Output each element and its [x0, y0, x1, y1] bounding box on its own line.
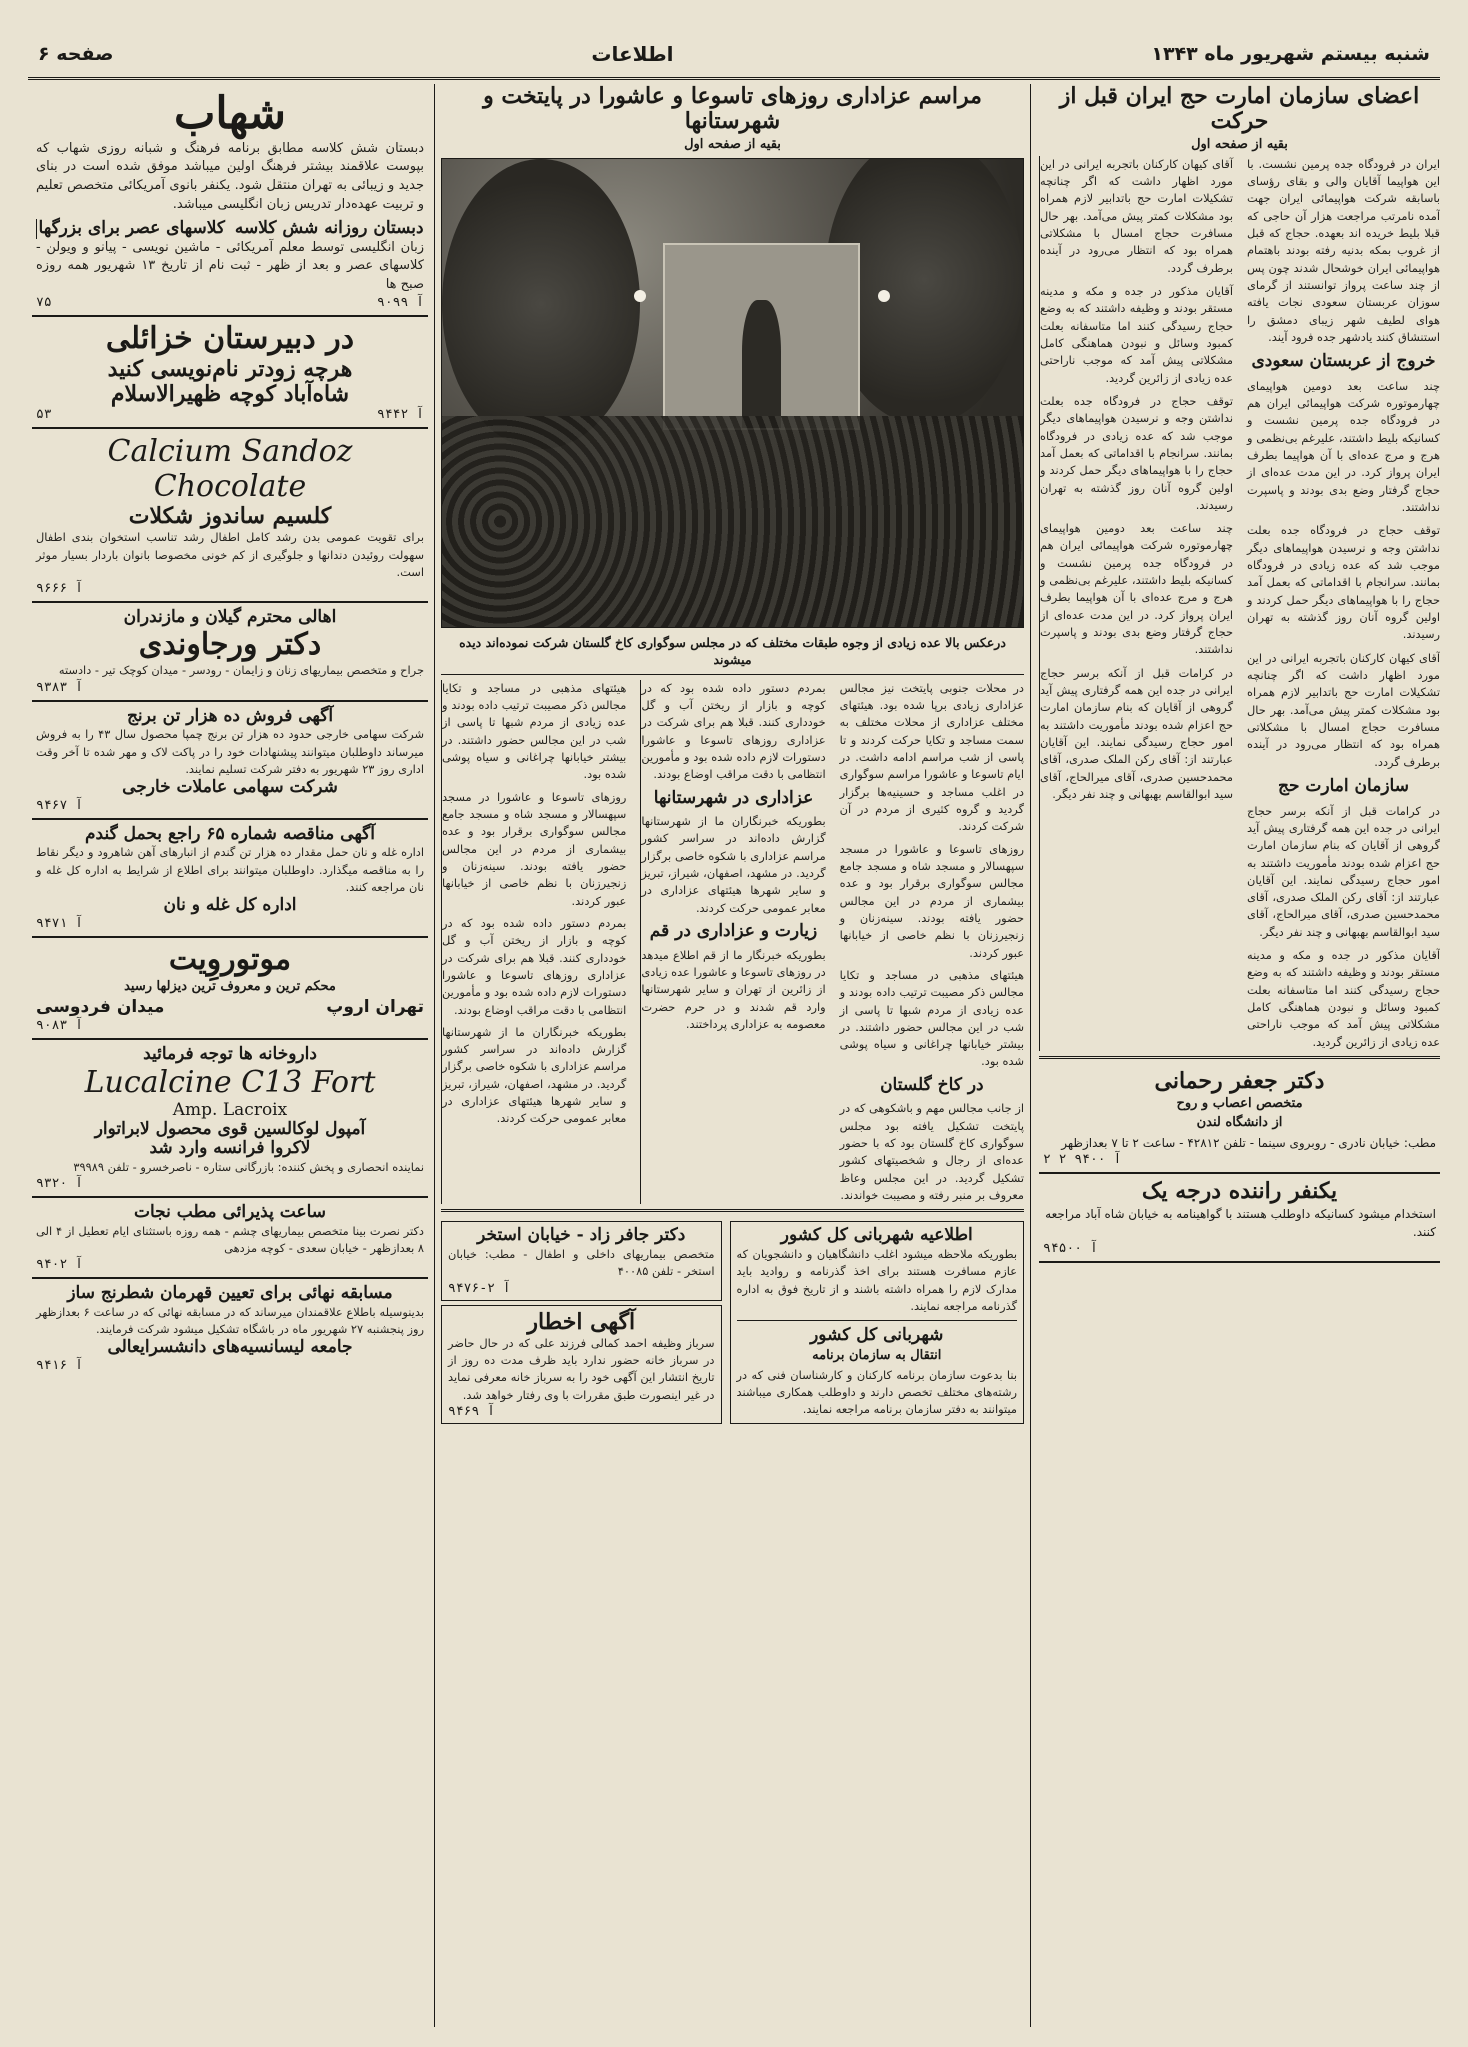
mourning-subhead-qom: زیارت و عزاداری در قم [649, 921, 818, 942]
ad-planning-sub: انتقال به سازمان برنامه [812, 1347, 942, 1363]
ad-shahab-title: شهاب [174, 88, 286, 139]
ad-shahab-body: دبستان شش کلاسه مطابق برنامه فرهنگ و شبانه روزی شهاب که بپوست علاقمند بیشتر فرهنگ اولین میباشد موفق شده است در بنای جدید و زیبائی به تهران منتقل شود. یکنفر بانوی آمریکائی متخصص تعلیم و تربیت عهده‌دار تدریس زبان انگلیسی میباشد. [36, 140, 424, 213]
ad-varjavandi-code: آ ۹۳۸۳ [36, 679, 83, 695]
mourning-col2-p3: بطوریکه خبرنگار ما از قم اطلاع میدهد در روزهای تاسوعا و عاشورا عده زیادی از زائرین از تهران و سایر شهرستانها وارد قم شدند و در حرم حضرت معصومه به عزاداری پرداختند. [641, 947, 826, 1031]
ad-chess-title: مسابقه نهائی برای تعیین قهرمان شطرنج ساز [67, 1283, 393, 1304]
article-hajj-p1: ایران در فرودگاه جده پرمین نشست. با این هواپیما آقایان والی و بقای رؤسای باسابقه شرکت هواپیمائی ایران جهت آمده نامرتب مراجعت هزار آن حاجی که قبلا بلیط خریده اند بعهده. حجاج که قبل از غروب بمکه بدنیه رفته بودند باهتمام هواپیمائی ایران خوشحال شدند چون پس از چند ساعت پرواز توانستند از گرمای سوزان عربستان سعودی نجات یافته هوای لطیف شهر زیبای دمشق را استنشاق کنند یادشهر جده فرود آیند. [1247, 156, 1440, 344]
column-middle [434, 84, 1024, 2027]
article-hajj-p5-repeat: در کرامات قبل از آنکه برسر حجاج ایرانی در جده این همه گرفتاری پیش آید گروهی از آقایان که بنام سازمان امارت حج اعزام شده بودند مأموریت داشتند به امور حجاج رسیدگی نمایند. این آقایان عبارتند از: آقای رکن الملک صدری، آقای محمدحسین صدری، آقای میرالحاج، آقای سید ابوالقاسم بهبهانی و چند نفر دیگر. [1040, 665, 1233, 802]
ad-dr-varjavandi [32, 603, 428, 701]
article-hajj-p6-repeat: آقایان مذکور در جده و مکه و مدینه مستقر بودند و وظیفه داشتند که به وضع حجاج رسیدگی کنند اما متاسفانه بعلت کمبود وسائل و نبودن هماهنگی کامل مشکلاتی پیش آمد که موجب ناراحتی عده زیادی از زائرین گردید. [1040, 283, 1233, 385]
ad-dr-rahmani-sub: متخصص اعصاب و روح [1176, 1096, 1303, 1112]
article-mourning-headline: مراسم عزاداری روزهای تاسوعا و عاشورا در پایتخت و شهرستانها [483, 84, 982, 135]
ad-shahab-code2: ۷۵ [36, 295, 52, 311]
column-left-ads [28, 84, 428, 2027]
article-hajj-p2-repeat: چند ساعت بعد دومین هواپیمای چهارموتوره شرکت هواپیمائی ایران هم در فرودگاه جده پرمین نشست و کسانیکه بلیط داشتند، علیرغم بی‌نظمی و هرج و مرج عده‌ای با آن هواپیما بطرف ایران پرواز کرد. در این مدت عده‌ای از حجاج گرفتار وضع بدی بودند و پاسپرت نداشتند. [1040, 521, 1233, 657]
ad-driver [1039, 1174, 1440, 1262]
ad-shahab-code: آ ۹۰۹۹ [377, 295, 424, 311]
photo-crowd [442, 416, 1023, 627]
ad-shahab-evening-classes: کلاسهای عصر برای بزرگها [36, 219, 227, 239]
article-hajj-p2: چند ساعت بعد دومین هواپیمای چهارموتوره شرکت هواپیمائی ایران هم در فرودگاه جده پرمین نشست و کسانیکه بلیط داشتند، علیرغم بی‌نظمی و هرج و مرج عده‌ای با آن هواپیما بطرف ایران پرواز کرد. در این مدت عده‌ای از حجاج گرفتار وضع بدی بودند و پاسپرت نداشتند. [1247, 378, 1440, 515]
ad-lucalcine-code: آ ۹۳۲۰ [36, 1175, 83, 1191]
ad-rice-code: آ ۹۴۶۷ [36, 797, 83, 813]
mourning-col1-p1: در محلات جنوبی پایتخت نیز مجالس عزاداری زیادی برپا شده بود. هیئتهای مختلف عزاداری از محلات مختلف به سمت مساجد و تکایا حرکت کردند و تا پاسی از شب مراسم ادامه داشت. در ایام تاسوعا و عاشورا مراسم سوگواری در اغلب مساجد و حسینیه‌ها برگزار گردید و گروه کثیری از مردم در آن شرکت کردند. [839, 680, 1024, 834]
mourning-col3-p4: بطوریکه خبرنگاران ما از شهرستانها گزارش داده‌اند در سراسر کشور مراسم عزاداری با شکوه خاصی برگزار گردید. در مشهد، اصفهان، شیراز، تبریز و سایر شهرها هیئتهای عزاداری در معابر عمومی حرکت کردند. [442, 1024, 627, 1126]
photo-caption: درعکس بالا عده زیادی از وجوه طبقات مختلف که در مجلس سوگواری کاخ گلستان شرکت نموده‌اند دیده میشوند [459, 634, 1006, 668]
golestan-palace-photo [441, 158, 1024, 628]
ad-wheat-title: آگهی مناقصه شماره ۶۵ راجع بحمل گندم [85, 823, 375, 844]
ad-chess-sign: جامعه لیسانسیه‌های دانشسرایعالی [107, 1337, 353, 1358]
mourning-subhead-cities: عزاداری در شهرستانها [653, 787, 814, 808]
ad-police-notice [730, 1221, 1025, 1424]
mourning-col3-p2: روزهای تاسوعا و عاشورا در مسجد سپهسالار و مسجد شاه و مسجد جامع مجالس سوگواری برقرار بود و عده بیشماری از مردم در این مجالس حضور یافته بودند. سینه‌زنان و زنجیرزنان با نظم خاصی از خیابانها عبور کردند. [442, 789, 627, 908]
ad-sandoz-persian: کلسیم ساندوز شکلات [128, 503, 332, 530]
mourning-col1-p4: از جانب مجالس مهم و باشکوهی که در پایتخت تشکیل یافته بود مجلس سوگواری کاخ گلستان بود که با حضور عده‌ای از رجال و شخصیتهای کشور تشکیل گردید. در این مجلس وعاظ معروف بر منبر رفته و مصیبت خواندند. [839, 1101, 1024, 1202]
ad-dr-rahmani-title: دکتر جعفر رحمانی [1154, 1068, 1325, 1095]
ad-varjavandi-title: اهالی محترم گیلان و مازندران [123, 607, 337, 628]
article-hajj-continued: بقیه از صفحه اول [1191, 136, 1288, 152]
article-hajj-p3: توقف حجاج در فرودگاه جده بعلت نداشتن وجه و نرسیدن هواپیماهای دیگر موجب شد که عده زیادی در فرودگاه بمانند. سرانجام با اقداماتی که بعمل آمد حجاج را با هواپیماهای دیگر حمل کردند و اولین گروه آنان روز گذشته به تهران رسیدند. [1247, 523, 1440, 642]
ad-rice-body: شرکت سهامی خارجی حدود ده هزار تن برنج چمپا محصول سال ۴۳ را به فروش میرساند داوطلبان میتوانند پیشنهادات خود را در پاکت لاک و مهر شده تا آخر وقت اداری روز ۲۳ شهریور به دفتر شرکت تسلیم نمایند. [36, 727, 424, 776]
ad-chess [32, 1279, 428, 1378]
mourning-col1-p2: روزهای تاسوعا و عاشورا در مسجد سپهسالار و مسجد شاه و مسجد جامع مجالس سوگواری برقرار بود و عده بیشماری از مردم در این مجالس حضور یافته بودند. سینه‌زنان و زنجیرزنان با نظم خاصی از خیابانها عبور کردند. [839, 841, 1024, 960]
ad-clinic-code: آ ۹۴۰۲ [36, 1257, 83, 1273]
ad-motorvit-right: میدان فردوسی [36, 997, 165, 1018]
column-right [1030, 84, 1440, 2027]
photo-lamp [878, 290, 890, 302]
article-hajj-headline: اعضای سازمان امارت حج ایران قبل از حرکت [1059, 84, 1420, 135]
article-hajj-p4: آقای کیهان کارکنان باتجربه ایرانی در این مورد اظهار داشت که اگر چنانچه تشکیلات امارت حج باتدابیر لازم همراه بود مشکلات کمتر پیش می‌آمد. بهر حال مسافرت حجاج امسال با مشکلاتی همراه بود که انتظار می‌رود در آینده برطرف گردد. [1247, 650, 1440, 769]
ad-driver-title: یکنفر راننده درجه یک [1141, 1178, 1338, 1205]
ad-dr-rahmani [1039, 1064, 1440, 1174]
photo-lamp [634, 290, 646, 302]
ad-chess-code: آ ۹۴۱۶ [36, 1357, 83, 1373]
mourning-subhead-golestan: در کاخ گلستان [880, 1074, 984, 1095]
ad-khazaeli-code: آ ۹۴۴۲ [377, 407, 424, 423]
mourning-col1-p3: هیئتهای مذهبی در مساجد و تکایا مجالس ذکر مصیبت ترتیب داده بودند و عده زیادی از مردم شبها تا پاسی از شب در این مجالس حضور داشتند. در بیشتر خیابانها چراغانی و سیاه پوشی شده بود. [839, 967, 1024, 1069]
ad-sandoz-body: برای تقویت عمومی بدن رشد کامل اطفال رشد تناسب استخوان بندی اطفال سهولت روئیدن دندانها و جلوگیری از کم خونی مخصوصا بانوان باردار بسیار موثر است. [36, 530, 424, 580]
article-hajj-p5: در کرامات قبل از آنکه برسر حجاج ایرانی در جده این همه گرفتاری پیش آید گروهی از آقایان که بنام سازمان امارت حج اعزام شده بودند مأموریت داشتند به امور حجاج رسیدگی نمایند. این آقایان عبارتند از: آقای رکن الملک صدری، آقای محمدحسین صدری، آقای میرالحاج، آقای سید ابوالقاسم بهبهانی و چند نفر دیگر. [1247, 803, 1440, 939]
ad-rice-sale [32, 702, 428, 820]
ad-police-notice-body: بطوریکه ملاحظه میشود اغلب دانشگاهیان و دانشجویان که عازم مسافرت هستند برای اخذ گذرنامه و روادید باید مدارک لازم را همراه داشته باشند و از تاریخ فوق به اداره گذرنامه مراجعه نمایند. [736, 1246, 1017, 1313]
mourning-col2-p2: بطوریکه خبرنگاران ما از شهرستانها گزارش داده‌اند در سراسر کشور مراسم عزاداری با شکوه خاصی برگزار گردید. در مشهد، اصفهان، شیراز، تبریز و سایر شهرها هیئتهای عزاداری در معابر عمومی حرکت کردند. [641, 814, 826, 915]
ad-driver-code: آ ۹۴۵۰۰ [1043, 1240, 1098, 1256]
ad-dr-rahmani-body: مطب: خیابان نادری - روبروی سینما - تلفن ۴۲۸۱۲ - ساعت ۲ تا ۷ بعدازظهر [1061, 1136, 1436, 1151]
ad-sandoz-chocolate: Chocolate [153, 469, 307, 505]
ad-khazaeli-title: در دبیرستان خزائلی [105, 321, 355, 357]
ad-sandoz-code: آ ۹۶۶۶ [36, 581, 83, 597]
ad-motorvit [32, 938, 428, 1040]
ad-varjavandi-name: دکتر ورجاوندی [138, 626, 322, 662]
ad-dr-jafarzad [441, 1221, 722, 1300]
issue-date: شنبه بیستم شهریور ماه ۱۳۴۳ [1151, 42, 1430, 65]
ad-warning-body: سرباز وظیفه احمد کمالی فرزند علی که در حال حاضر در سرباز خانه حضور ندارد باید ظرف مدت ده روز از تاریخ انتشار این آگهی خود را به سرباز خانه معرفی نماید در غیر اینصورت طبق مقررات با وی رفتار خواهد شد. [448, 1335, 715, 1402]
ad-lucalcine-persian: آمپول لوکالسین قوی محصول لابراتوار [94, 1118, 366, 1139]
ad-lucalcine-persian2: لاکروا فرانسه وارد شد [149, 1138, 311, 1159]
ad-clinic-body: دکتر نصرت بینا متخصص بیماریهای چشم - همه روزه باستثنای ایام تعطیل از ۴ الی ۸ بعدازظهر - خیابان سعدی - کوچه مزدهی [36, 1223, 424, 1255]
ad-warning [441, 1305, 722, 1425]
ad-dr-jafarzad-code: آ ۲-۹۴۷۶ [448, 1280, 511, 1296]
ad-rice-title: آگهی فروش ده هزار تن برنج [126, 705, 334, 726]
mourning-col2-p1: بمردم دستور داده شده بود که در کوچه و بازار از ریختن آب و گل خودداری کنند. قبلا هم برای شرکت در عزاداری روزهای تاسوعا و عاشورا دستورات لازم داده شده بود و مأمورین انتظامی با دقت مراقب اوضاع بودند. [641, 680, 826, 782]
ad-lucalcine-amp: Amp. Lacroix [172, 1099, 288, 1120]
ad-warning-code: آ ۹۴۶۹ [448, 1404, 495, 1420]
ad-khazaeli-address: شاه‌آباد کوچه ظهیرالاسلام [110, 380, 350, 407]
ad-shahab-body2: زبان انگلیسی توسط معلم آمریکائی - ماشین نویسی - پیانو و ویولن - کلاسهای عصر و بعد از ظهر - ثبت نام از تاریخ ۱۳ شهریور همه روزه صبح ها [36, 239, 424, 293]
ad-planning-body: بنا بدعوت سازمان برنامه کارکنان و کارشناسان فنی که در رشته‌های مختلف تخصص دارند و داوطلب همکاری میباشند میتوانند به دفتر سازمان برنامه مراجعه نمایند. [736, 1367, 1017, 1417]
ad-varjavandi-body: جراح و متخصص بیماریهای زنان و زایمان - رودسر - میدان کوچک تیر - دادسته [58, 663, 424, 678]
ad-wheat-sign: اداره کل غله و نان [163, 895, 297, 916]
mourning-col3-p1: هیئتهای مذهبی در مساجد و تکایا مجالس ذکر مصیبت ترتیب داده بودند و عده زیادی از مردم شبها تا پاسی از شب در این مجالس حضور داشتند. در بیشتر خیابانها چراغانی و سیاه پوشی شده بود. [442, 680, 627, 782]
ad-calcium-sandoz [32, 429, 428, 603]
ad-shahab-day-classes: دبستان روزانه شش کلاسه [234, 217, 424, 238]
ad-khazaeli-school [32, 317, 428, 429]
ad-lucalcine-title: داروخانه ها توجه فرمائید [143, 1044, 317, 1064]
ad-dr-jafarzad-body: متخصص بیماریهای داخلی و اطفال - مطب: خیابان استخر - تلفن ۴۰۰۸۵ [448, 1246, 715, 1279]
ad-lucalcine-rep: نماینده انحصاری و پخش کننده: بازرگانی ستاره - ناصرخسرو - تلفن ۳۹۹۸۹ [73, 1159, 424, 1174]
article-mourning-continued: بقیه از صفحه اول [684, 136, 781, 152]
ad-sandoz-title: Calcium Sandoz [107, 434, 353, 470]
ad-police-notice-title: اطلاعیه شهربانی کل کشور [780, 1225, 973, 1246]
ad-lucalcine [32, 1040, 428, 1198]
ad-clinic-nejat [32, 1198, 428, 1279]
ad-rice-sign: شرکت سهامی عاملات خارجی [122, 777, 338, 798]
article-hajj-subhead-org: سازمان امارت حج [1278, 775, 1409, 796]
mourning-col3-p3: بمردم دستور داده شده بود که در کوچه و بازار از ریختن آب و گل خودداری کنند. قبلا هم برای شرکت در عزاداری روزهای تاسوعا و عاشورا دستورات لازم داده شده بود و مأمورین انتظامی با دقت مراقب اوضاع بودند. [442, 915, 627, 1017]
ad-shahab-school [32, 84, 428, 317]
ad-chess-body: بدینوسیله باطلاع علاقمندان میرساند که در مسابقه نهائی که در ساعت ۶ بعدازظهر روز پنجشنبه ۲۷ شهریور ماه در باشگاه تشکیل میشود شرکت فرمایند. [36, 1304, 424, 1337]
photo-building [663, 243, 861, 430]
masthead [28, 30, 1440, 80]
article-hajj-p1-repeat: آقای کیهان کارکنان باتجربه ایرانی در این مورد اظهار داشت که اگر چنانچه تشکیلات امارت حج باتدابیر لازم همراه بود مشکلات کمتر پیش می‌آمد. بهر حال مسافرت حجاج امسال با مشکلاتی همراه بود که انتظار می‌رود در آینده برطرف گردد. [1040, 156, 1233, 275]
ad-motorvit-sub: محکم ترین و معروف ترین دیزلها رسید [124, 979, 336, 995]
page-number: صفحه ۶ [38, 42, 114, 65]
article-hajj-p3-repeat: توقف حجاج در فرودگاه جده بعلت نداشتن وجه و نرسیدن هواپیماهای دیگر موجب شد که عده زیادی در فرودگاه بمانند. سرانجام با اقداماتی که بعمل آمد حجاج را با هواپیماهای دیگر حمل کردند و اولین گروه آنان روز گذشته به تهران رسیدند. [1040, 393, 1233, 512]
ad-driver-body: استخدام میشود کسانیکه داوطلب هستند با گواهینامه به خیابان شاه آباد مراجعه کنند. [1045, 1206, 1436, 1239]
photo-door [742, 300, 781, 428]
paper-name: اطلاعات [591, 41, 674, 66]
ad-motorvit-title: موتوروِیت [168, 941, 292, 977]
ad-clinic-title: ساعت پذیرائی مطب نجات [133, 1201, 327, 1222]
ad-dr-rahmani-sub2: از دانشگاه لندن [1196, 1115, 1283, 1131]
ad-wheat-body: اداره غله و نان حمل مقدار ده هزار تن گندم از انبارهای آهن شاهرود و دیگر نقاط را به مناقصه میگذارد. داوطلبان میتوانند برای اطلاع از شرایط به اداره کل غله و نان مراجعه کنند. [36, 845, 424, 895]
ad-wheat-code: آ ۹۴۷۱ [36, 915, 83, 931]
ad-lucalcine-latin: Lucalcine C13 Fort [84, 1064, 376, 1100]
ad-motorvit-code: آ ۹۰۸۳ [36, 1018, 83, 1033]
ad-dr-rahmani-code: آ ۹۴۰۰ ۲ ۲ [1043, 1152, 1122, 1168]
ad-planning-title: شهربانی کل کشور [810, 1325, 944, 1346]
ad-wheat-tender [32, 820, 428, 938]
ad-khazaeli-code2: ۵۳ [36, 407, 52, 423]
ad-motorvit-left: تهران اروپ [326, 997, 424, 1018]
article-hajj-subhead-exit: خروج از عربستان سعودی [1251, 351, 1436, 372]
photo-tree-left [442, 159, 640, 449]
ad-khazaeli-sub: هرچه زودتر نام‌نویسی کنید [107, 355, 353, 382]
ad-warning-title: آگهی اخطار [527, 1308, 636, 1335]
ad-dr-jafarzad-title: دکتر جافر زاد - خیابان استخر [477, 1225, 686, 1246]
article-hajj-p6: آقایان مذکور در جده و مکه و مدینه مستقر بودند و وظیفه داشتند که به وضع حجاج رسیدگی کنند اما متاسفانه بعلت کمبود وسائل و نبودن هماهنگی کامل مشکلاتی پیش آمد که موجب ناراحتی عده زیادی از زائرین گردید. [1247, 948, 1440, 1049]
